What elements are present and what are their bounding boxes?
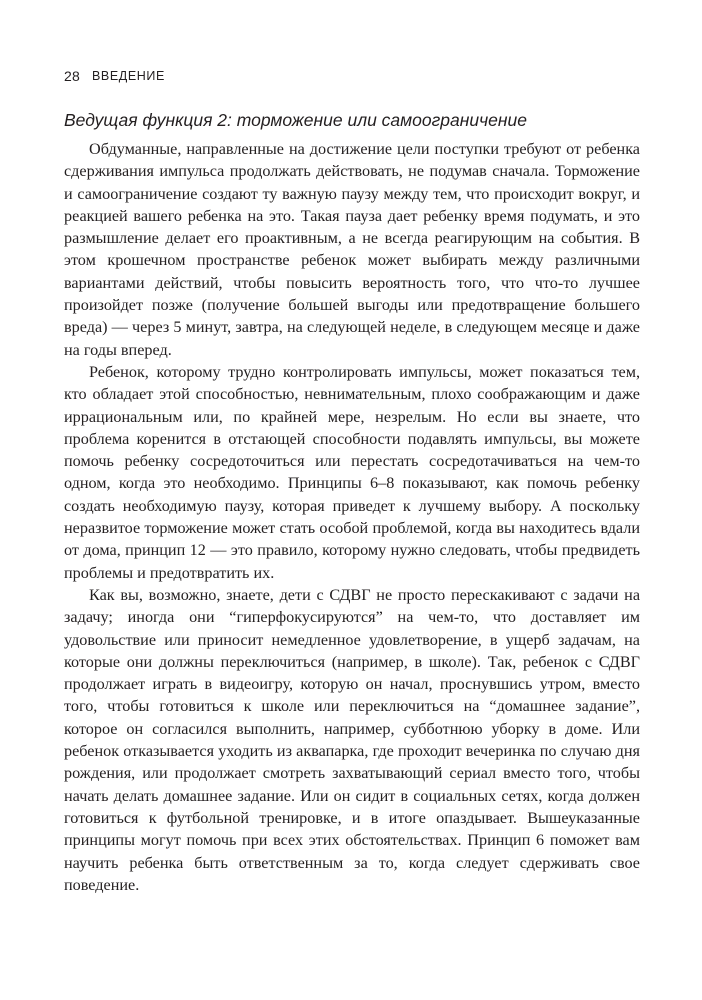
paragraph-2: Ребенок, которому трудно контролировать импульсы, может показаться тем, кто обладает этой способностью, невнимательным, плохо соображающим и даже иррациональным или, по крайней мере, незрелым. Но если вы знаете, что проблема коренится в отстающей способности подавлять импульсы, вы можете помочь ребенку сосредоточиться или перестать сосредотачиваться на чем-то одном, когда это необходимо. Принципы 6–8 показывают, как помочь ребенку создать необходимую паузу, которая приведет к лучшему выбору. А поскольку неразвитое торможение может стать особой проблемой, когда вы находитесь вдали от дома, принцип 12 — это правило, которому нужно следовать, чтобы предвидеть проблемы и предотвратить их.: [64, 362, 640, 582]
paragraph-1: Обдуманные, направленные на достижение цели поступки требуют от ребенка сдерживания импульса продолжать действовать, не подумав сначала. Торможение и самоограничение создают ту важную паузу между тем, что происходит вокруг, и реакцией вашего ребенка на это. Такая пауза дает ребенку время подумать, и это размышление делает его проактивным, а не всегда реагирующим на события. В этом крошечном пространстве ребенок может выбирать между различными вариантами действий, чтобы повысить вероятность того, что что-то лучшее произойдет позже (получение большей выгоды или предотвращение большего вреда) — через 5 минут, завтра, на следующей неделе, в следующем месяце и даже на годы вперед.: [64, 140, 640, 359]
paragraph-3: Как вы, возможно, знаете, дети с СДВГ не просто перескакивают с задачи на задачу; иногда они “гиперфокусируются” на чем-то, что доставляет им удовольствие или приносит немедленное удовлетворение, в ущерб задачам, на которые они должны переключиться (например, в школе). Так, ребенок с СДВГ продолжает играть в видеоигру, которую он начал, проснувшись утром, вместо того, чтобы готовиться к школе или переключиться на “домашнее задание”, которое он согласился выполнить, например, субботнюю уборку в доме. Или ребенок отказывается уходить из аквапарка, где проходит вечеринка по случаю дня рождения, или продолжает смотреть захватывающий сериал вместо того, чтобы начать делать домашнее задание. Или он сидит в социальных сетях, когда должен готовиться к футбольной тренировке, и в итоге опаздывает. Вышеуказанные принципы могут помочь при всех этих обстоятельствах. Принцип 6 поможет вам научить ребенка быть ответственным за то, когда следует сдерживать свое поведение.: [64, 585, 640, 894]
chapter-title: ВВЕДЕНИЕ: [91, 69, 165, 83]
page-number: 28: [64, 68, 80, 84]
book-page: [64, 66, 640, 896]
running-head: [64, 66, 640, 86]
section-heading: Ведущая функция 2: торможение или самоограничение: [64, 110, 527, 130]
